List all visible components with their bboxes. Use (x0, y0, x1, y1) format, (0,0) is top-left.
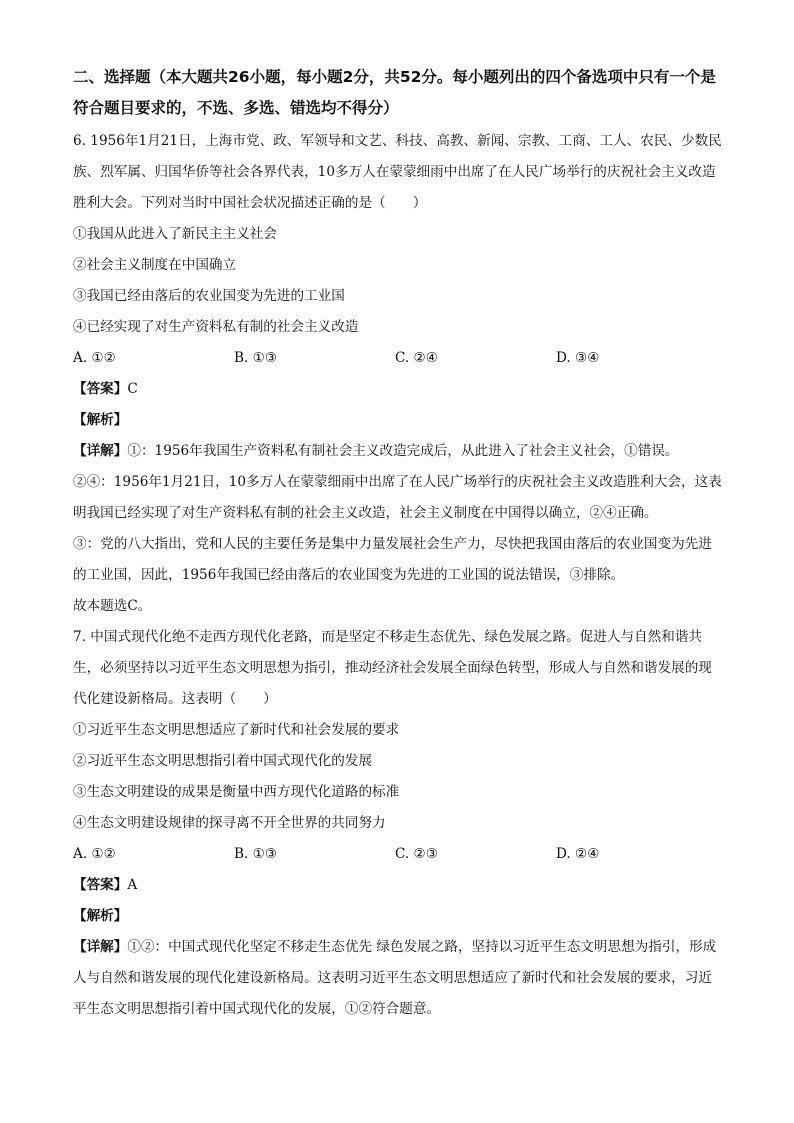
q7-detail-text-1: ①②：中国式现代化坚定不移走生态优先 绿色发展之路，坚持以习近平生态文明思想为指引，形成人与自然和谐发展的现代化建设新格局。这表明习近平生态文明思想适应了新时代和社会发展的要求，习近平生态文明思想指引着中国式现代化的发展，①②符合题意。 (73, 939, 717, 1017)
q6-choices (73, 343, 723, 374)
q7-answer-value: A (127, 877, 138, 893)
q6-detail-2: ②④：1956年1月21日，10多万人在蒙蒙细雨中出席了在人民广场举行的庆祝社会主义改造胜利大会，这表明我国已经实现了对生产资料私有制的社会主义改造，社会主义制度在中国得以确立，②④正确。 (73, 474, 722, 521)
q6-conclusion: 故本题选C。 (73, 598, 152, 614)
q6-option-2: ②社会主义制度在中国确立 (73, 257, 237, 273)
q6-stem: 6. 1956年1月21日，上海市党、政、军领导和文艺、科技、高教、新闻、宗教、工商、工人、农民、少数民族、烈军属、归国华侨等社会各界代表，10多万人在蒙蒙细雨中出席了在人民广场举行的庆祝社会主义改造胜利大会。下列对当时中国社会状况描述正确的是（ ） (73, 133, 722, 211)
q7-detail-1 (73, 932, 723, 1025)
q6-option-1: ①我国从此进入了新民主主义社会 (73, 226, 277, 242)
q6-detail-3: ③：党的八大指出，党和人民的主要任务是集中力量发展社会生产力，尽快把我国由落后的农业国变为先进的工业国，因此，1956年我国已经由落后的农业国变为先进的工业国的说法错误，③排除。 (73, 536, 712, 583)
q7-option-1: ①习近平生态文明思想适应了新时代和社会发展的要求 (73, 722, 400, 738)
q6-choice-a: A. ①② (73, 350, 116, 366)
q6-analysis-label: 【解析】 (73, 412, 128, 428)
q7-answer (73, 870, 723, 901)
q7-choice-b: B. ①③ (234, 846, 278, 862)
q6-answer-value: C (127, 381, 138, 397)
q7-option-2: ②习近平生态文明思想指引着中国式现代化的发展 (73, 753, 373, 769)
q7-analysis-label: 【解析】 (73, 908, 128, 924)
q6-option-3: ③我国已经由落后的农业国变为先进的工业国 (73, 288, 345, 304)
q6-answer (73, 374, 723, 405)
q6-detail-1 (73, 436, 723, 467)
section-heading: 二、选择题（本大题共26小题，每小题2分，共52分。每小题列出的四个备选项中只有一个是符合题目要求的，不选、多选、错选均不得分） (73, 68, 716, 117)
q7-option-3: ③生态文明建设的成果是衡量中西方现代化道路的标准 (73, 784, 400, 800)
q7-detail-label: 【详解】 (73, 939, 128, 955)
q6-detail-label: 【详解】 (73, 443, 128, 459)
q7-choice-a: A. ①② (73, 846, 116, 862)
q6-choice-b: B. ①③ (234, 350, 278, 366)
q7-choices (73, 839, 723, 870)
q7-choice-c: C. ②③ (395, 846, 438, 862)
q6-answer-label: 【答案】 (73, 381, 128, 397)
q6-option-4: ④已经实现了对生产资料私有制的社会主义改造 (73, 319, 359, 335)
q7-stem: 7. 中国式现代化绝不走西方现代化老路，而是坚定不移走生态优先、绿色发展之路。促进人与自然和谐共生，必须坚持以习近平生态文明思想为指引，推动经济社会发展全面绿色转型，形成人与自然和谐发展的现代化建设新格局。这表明（ ） (73, 629, 712, 707)
q7-choice-d: D. ②④ (556, 846, 600, 862)
q6-choice-c: C. ②④ (395, 350, 438, 366)
q7-answer-label: 【答案】 (73, 877, 128, 893)
q6-detail-text-1: ①：1956年我国生产资料私有制社会主义改造完成后，从此进入了社会主义社会，①错误。 (127, 443, 679, 459)
q6-choice-d: D. ③④ (556, 350, 600, 366)
q7-option-4: ④生态文明建设规律的探寻离不开全世界的共同努力 (73, 815, 386, 831)
document-page (73, 62, 723, 1025)
